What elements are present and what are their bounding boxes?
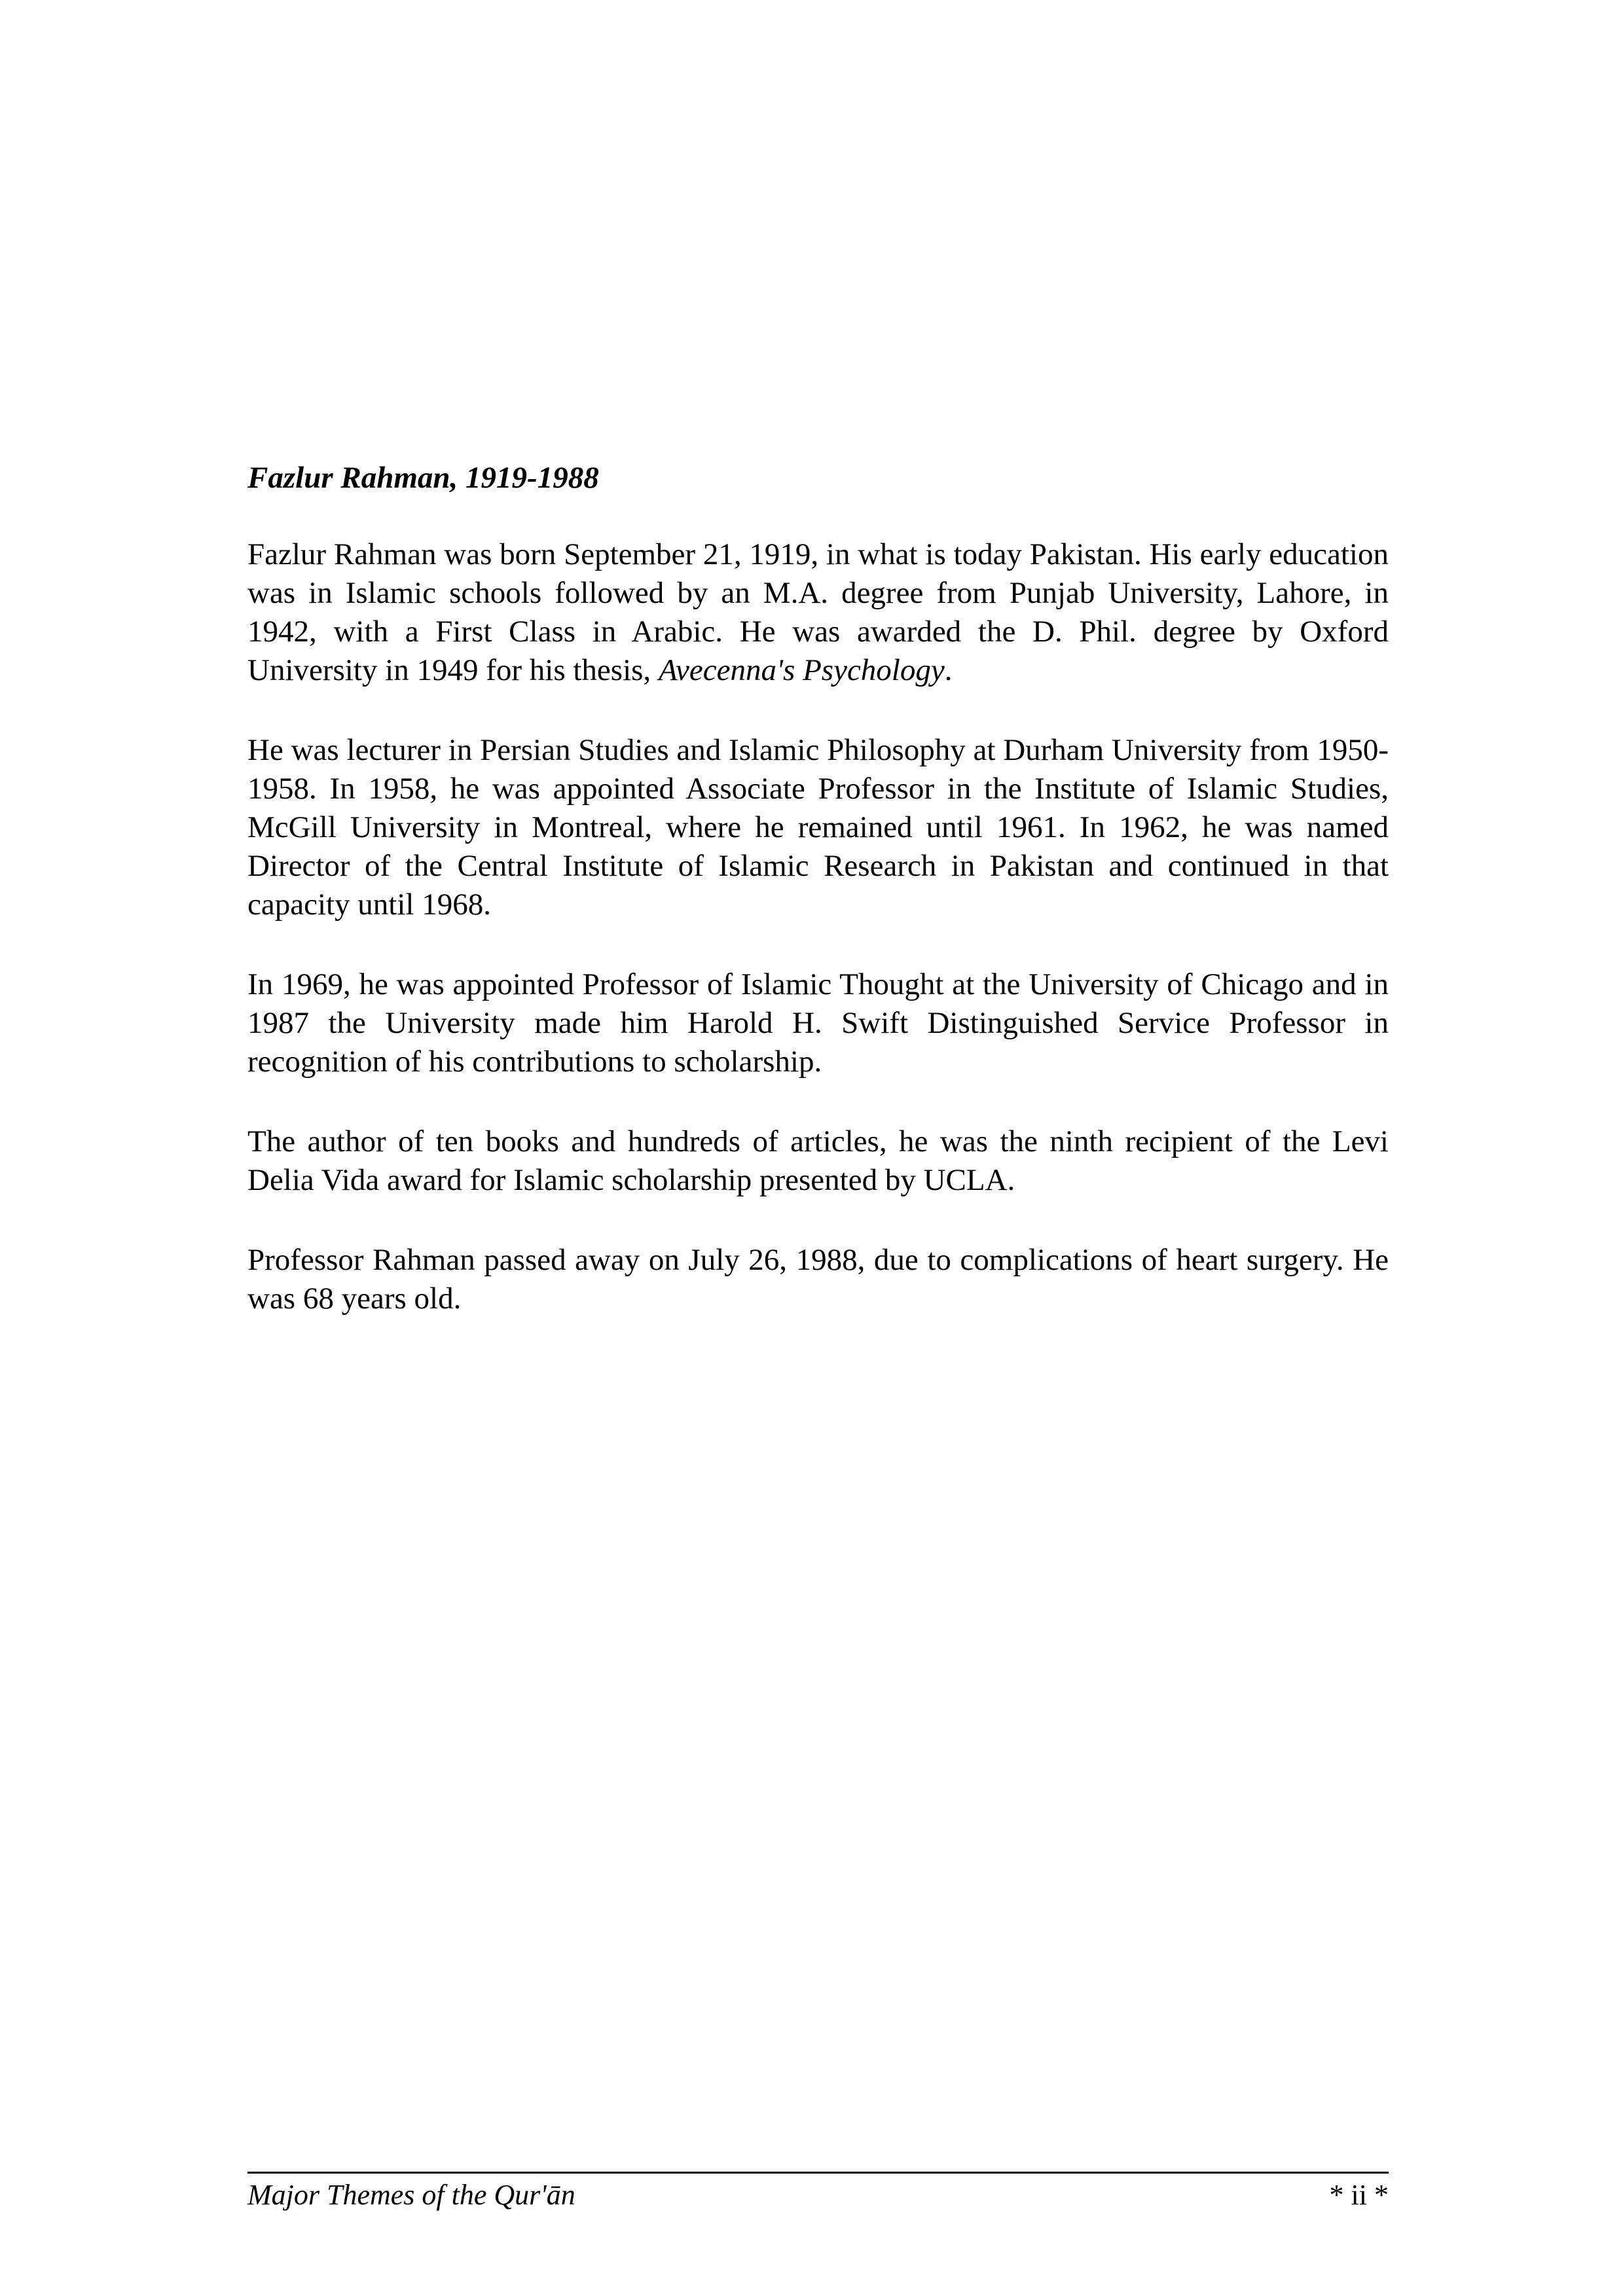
page-number: * ii * xyxy=(1329,2179,1389,2211)
paragraph-early-life xyxy=(247,535,1389,690)
paragraph-chicago: In 1969, he was appointed Professor of Islamic Thought at the University of Chicago and in 1987 the University made him Harold H. Swift Distinguished Service Professor in recognition of his contributions to scholarship. xyxy=(247,967,1389,1079)
footer-divider xyxy=(247,2172,1389,2174)
page-content xyxy=(247,458,1389,1359)
paragraph-text-end: . xyxy=(944,653,953,687)
paragraph-author: The author of ten books and hundreds of articles, he was the ninth recipient of the Levi Delia Vida award for Islamic scholarship presented by UCLA. xyxy=(247,1124,1389,1197)
footer-book-title: Major Themes of the Qur'ān xyxy=(247,2179,575,2211)
paragraph-death: Professor Rahman passed away on July 26, 1988, due to complications of heart surgery. He was 68 years old. xyxy=(247,1243,1389,1316)
page-footer xyxy=(247,2177,1389,2214)
paragraph-text: Fazlur Rahman was born September 21, 1919, in what is today Pakistan. His early education was in Islamic schools followed by an M.A. degree from Punjab University, Lahore, in 1942, with a First Class in Arabic. He was awarded the D. Phil. degree by Oxford University in 1949 for his thesis, xyxy=(247,537,1389,687)
thesis-title: Avecenna's Psychology xyxy=(658,653,945,687)
paragraph-career: He was lecturer in Persian Studies and Islamic Philosophy at Durham University from 1950-1958. In 1958, he was appointed Associate Professor in the Institute of Islamic Studies, McGill University in Montreal, where he remained until 1961. In 1962, he was named Director of the Central Institute of Islamic Research in Pakistan and continued in that capacity until 1968. xyxy=(247,733,1389,922)
page-heading: Fazlur Rahman, 1919-1988 xyxy=(247,461,599,495)
